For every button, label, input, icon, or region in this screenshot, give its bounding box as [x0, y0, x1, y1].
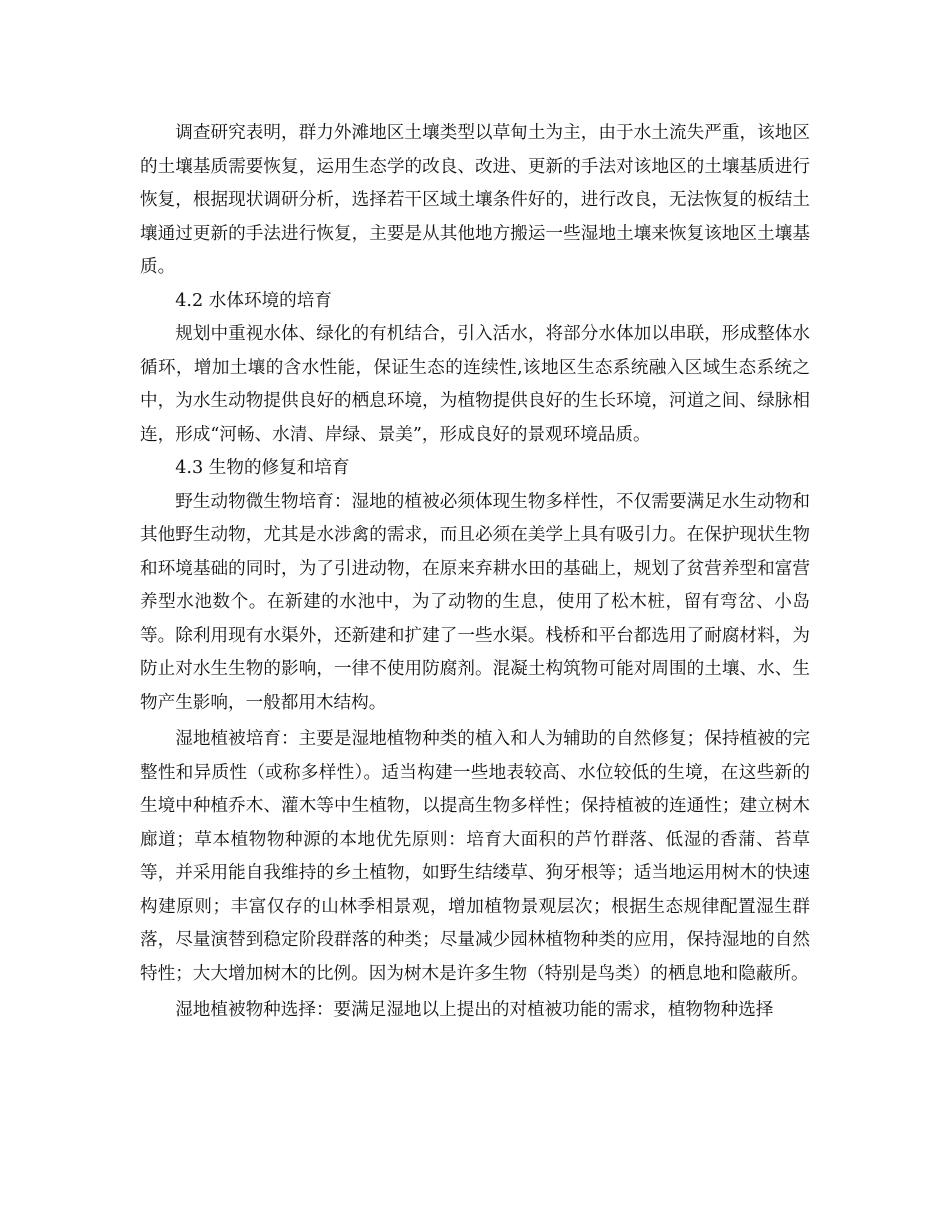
section-heading-4-3: 4.3 生物的修复和培育: [175, 458, 350, 478]
paragraph-water-environment: 规划中重视水体、绿化的有机结合，引入活水，将部分水体加以串联，形成整体水循环，增加土壤的含水性能，保证生态的连续性,该地区生态系统融入区域生态系统之中，为水生动物提供良好的栖息环境，为植物提供良好的生长环境，河道之间、绿脉相连，形成“河畅、水清、岸绿、景美”，形成良好的景观环境品质。: [140, 324, 810, 445]
document-body: [140, 117, 810, 1028]
section-heading-4-2: 4.2 水体环境的培育: [175, 290, 332, 311]
paragraph-species-selection: 湿地植被物种选择：要满足湿地以上提出的对植被功能的需求，植物物种选择: [175, 1000, 774, 1020]
paragraph-wildlife-cultivation: 野生动物微生物培育：湿地的植被必须体现生物多样性，不仅需要满足水生动物和其他野生动物，尤其是水涉禽的需求，而且必须在美学上具有吸引力。在保护现状生物和环境基础的同时，为了引进动物，在原来弃耕水田的基础上，规划了贫营养型和富营养型水池数个。在新建的水池中，为了动物的生息，使用了松木桩，留有弯岔、小岛等。除利用现有水渠外，还新建和扩建了一些水渠。栈桥和平台都选用了耐腐材料，为防止对水生生物的影响，一律不使用防腐剂。混凝土构筑物可能对周围的土壤、水、生物产生影响，一般都用木结构。: [140, 491, 810, 713]
paragraph-soil-restoration: 调查研究表明，群力外滩地区土壤类型以草甸土为主，由于水土流失严重，该地区的土壤基质需要恢复，运用生态学的改良、改进、更新的手法对该地区的土壤基质进行恢复，根据现状调研分析，选择若干区域土壤条件好的，进行改良，无法恢复的板结土壤通过更新的手法进行恢复，主要是从其他地方搬运一些湿地土壤来恢复该地区土壤基质。: [140, 123, 810, 277]
paragraph-vegetation-cultivation: 湿地植被培育：主要是湿地植物种类的植入和人为辅助的自然修复；保持植被的完整性和异质性（或称多样性）。适当构建一些地表较高、水位较低的生境，在这些新的生境中种植乔木、灌木等中生植物，以提高生物多样性；保持植被的连通性；建立树木廊道；草本植物物种源的本地优先原则：培育大面积的芦竹群落、低湿的香蒲、苔草等，并采用能自我维持的乡土植物，如野生结缕草、狗牙根等；适当地运用树木的快速构建原则；丰富仅存的山林季相景观，增加植物景观层次；根据生态规律配置湿生群落，尽量演替到稳定阶段群落的种类；尽量减少园林植物种类的应用，保持湿地的自然特性；大大增加树木的比例。因为树木是许多生物（特别是鸟类）的栖息地和隐蔽所。: [140, 729, 810, 984]
